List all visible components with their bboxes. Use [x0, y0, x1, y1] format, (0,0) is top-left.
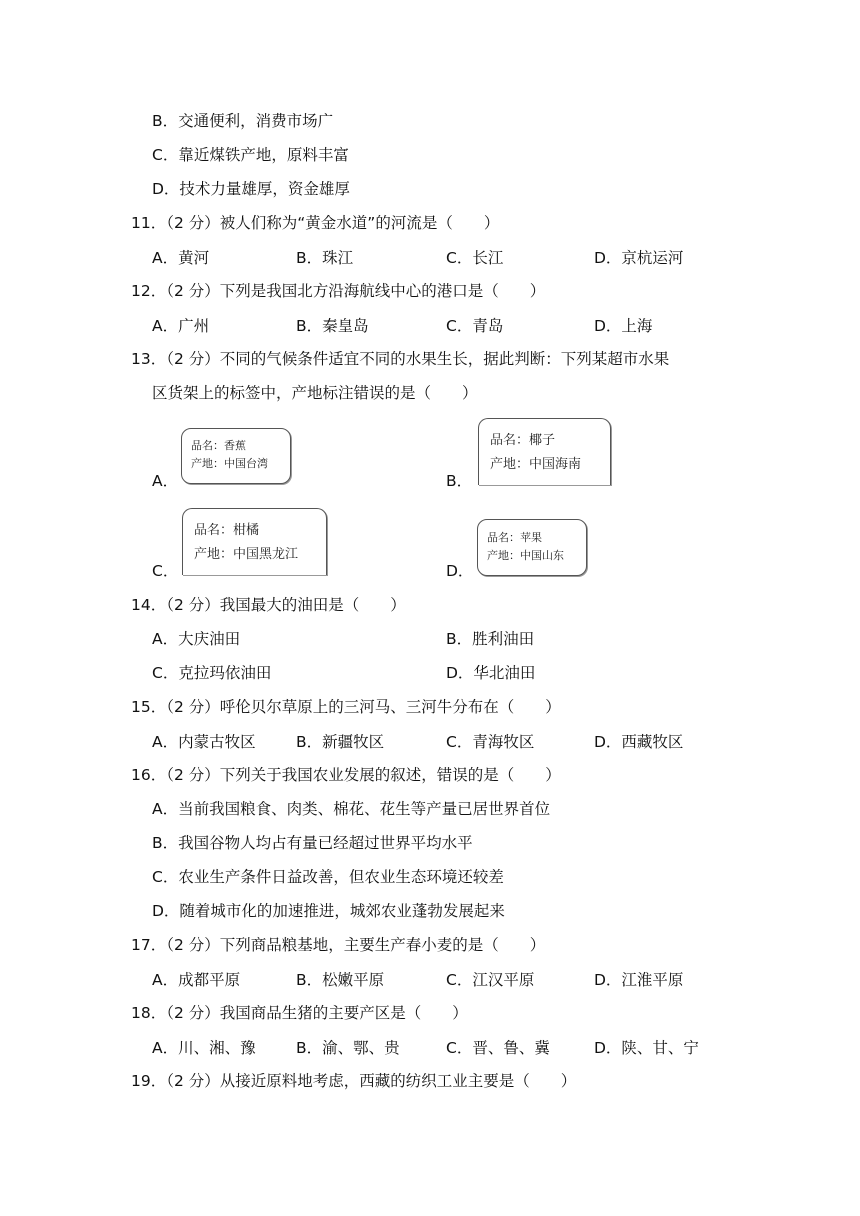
q16-option-b: B．我国谷物人均占有量已经超过世界平均水平: [152, 834, 473, 852]
card-b-origin: 产地：中国海南: [490, 457, 582, 472]
q12-option-b: B．秦皇岛: [296, 317, 369, 335]
q11-stem: 11．（2 分）被人们称为“黄金水道”的河流是（ ）: [131, 214, 500, 232]
fruit-label-card-b: [478, 418, 611, 485]
q13-option-c-letter: C．: [152, 562, 179, 580]
fruit-label-card-d: [477, 519, 587, 576]
q12-option-d: D．上海: [594, 317, 653, 335]
q18-option-d: D．陕、甘、宁: [594, 1039, 699, 1057]
card-b-name: 品名：椰子: [490, 433, 556, 448]
q11-option-b: B．珠江: [296, 249, 354, 267]
q12-options: [0, 314, 860, 336]
fruit-label-card-a: [181, 428, 291, 484]
q10-option-d: D．技术力量雄厚，资金雄厚: [152, 180, 350, 198]
q15-option-b: B．新疆牧区: [296, 733, 385, 751]
q15-option-c: C．青海牧区: [446, 733, 535, 751]
card-c-name: 品名：柑橘: [194, 523, 260, 538]
q15-option-a: A．内蒙古牧区: [152, 733, 256, 751]
q17-option-c: C．江汉平原: [446, 971, 535, 989]
q12-stem: 12．（2 分）下列是我国北方沿海航线中心的港口是（ ）: [131, 282, 546, 300]
q17-stem: 17．（2 分）下列商品粮基地，主要生产春小麦的是（ ）: [131, 936, 546, 954]
q13-stem-line1: 13．（2 分）不同的气候条件适宜不同的水果生长，据此判断：下列某超市水果: [131, 350, 670, 368]
q13-option-b-letter: B．: [446, 472, 473, 490]
q17-options: [0, 968, 860, 990]
q14-option-a: A．大庆油田: [152, 630, 241, 648]
q11-options: [0, 246, 860, 268]
q16-option-a: A．当前我国粮食、肉类、棉花、花生等产量已居世界首位: [152, 800, 551, 818]
q17-option-d: D．江淮平原: [594, 971, 684, 989]
q15-stem: 15．（2 分）呼伦贝尔草原上的三河马、三河牛分布在（ ）: [131, 698, 561, 716]
q18-option-a: A．川、湘、豫: [152, 1039, 256, 1057]
q12-option-a: A．广州: [152, 317, 210, 335]
q14-option-c: C．克拉玛依油田: [152, 664, 272, 682]
q16-option-c: C．农业生产条件日益改善，但农业生态环境还较差: [152, 868, 504, 886]
fruit-label-card-c: [182, 508, 327, 575]
q18-option-c: C．晋、鲁、冀: [446, 1039, 550, 1057]
q18-stem: 18．（2 分）我国商品生猪的主要产区是（ ）: [131, 1004, 468, 1022]
q13-option-a-letter: A．: [152, 472, 179, 490]
q18-options: [0, 1036, 860, 1058]
q15-option-d: D．西藏牧区: [594, 733, 684, 751]
q17-option-b: B．松嫩平原: [296, 971, 385, 989]
q11-option-a: A．黄河: [152, 249, 210, 267]
q14-option-b: B．胜利油田: [446, 630, 535, 648]
q11-option-c: C．长江: [446, 249, 504, 267]
q15-options: [0, 730, 860, 752]
q10-option-c: C．靠近煤铁产地，原料丰富: [152, 146, 349, 164]
card-d-name: 品名：苹果: [487, 531, 542, 544]
q10-option-b: B．交通便利，消费市场广: [152, 112, 334, 130]
card-a-name: 品名：香蕉: [191, 439, 246, 452]
q11-option-d: D．京杭运河: [594, 249, 684, 267]
q16-option-d: D．随着城市化的加速推进，城郊农业蓬勃发展起来: [152, 902, 505, 920]
q18-option-b: B．渝、鄂、贵: [296, 1039, 400, 1057]
card-c-origin: 产地：中国黑龙江: [194, 547, 299, 562]
q19-stem: 19．（2 分）从接近原料地考虑，西藏的纺织工业主要是（ ）: [131, 1072, 577, 1090]
q12-option-c: C．青岛: [446, 317, 504, 335]
q17-option-a: A．成都平原: [152, 971, 241, 989]
q13-option-d-letter: D．: [446, 562, 474, 580]
q16-stem: 16．（2 分）下列关于我国农业发展的叙述，错误的是（ ）: [131, 766, 561, 784]
q14-stem: 14．（2 分）我国最大的油田是（ ）: [131, 596, 406, 614]
q13-stem-line2: 区货架上的标签中，产地标注错误的是（ ）: [152, 384, 478, 402]
card-a-origin: 产地：中国台湾: [191, 457, 268, 470]
card-d-origin: 产地：中国山东: [487, 549, 564, 562]
q14-option-d: D．华北油田: [446, 664, 536, 682]
